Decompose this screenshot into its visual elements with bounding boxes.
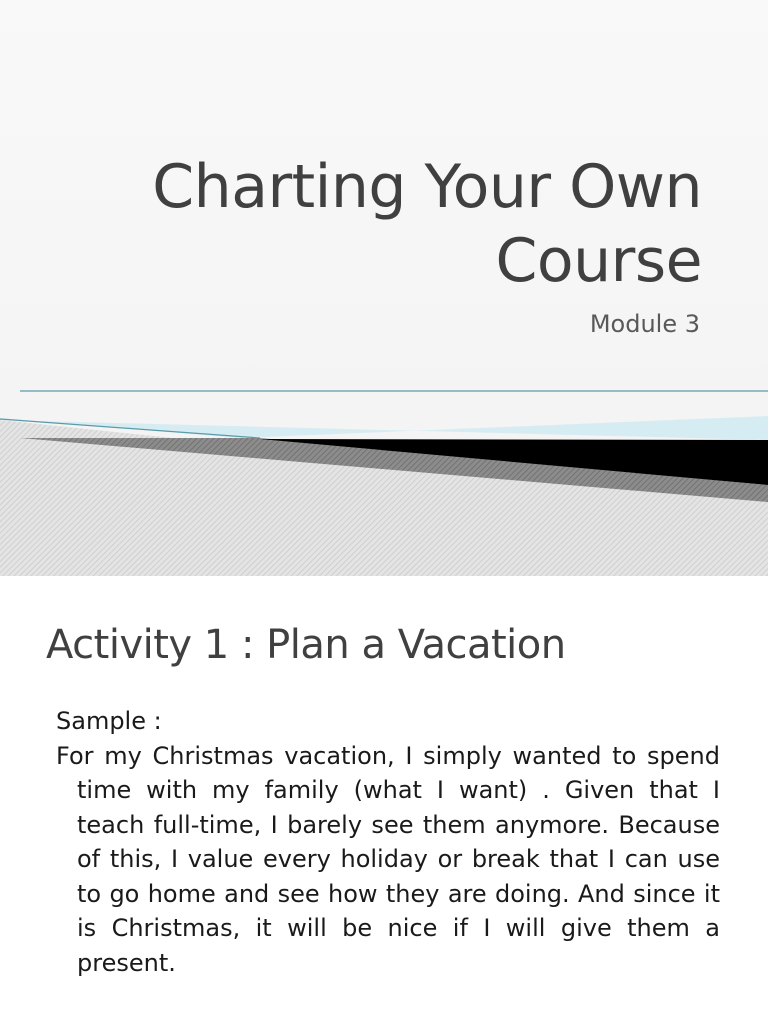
title-line-1: Charting Your Own (152, 152, 702, 222)
title-line-2: Course (495, 226, 702, 296)
activity-title: Activity 1 : Plan a Vacation (46, 622, 566, 668)
content-slide (0, 576, 768, 1024)
sample-label: Sample : (56, 707, 162, 735)
sample-paragraph: For my Christmas vacation, I simply wanted to spend time with my family (what I want) . Given that I teach full-time, I barely see them anymore. Because of this, I value every holiday or break that I can use to go home and see how they are doing. And since it is Christmas, it will be nice if I will give them a present. (56, 741, 720, 977)
decorative-banner (0, 380, 768, 576)
slide-title (42, 150, 702, 298)
body-text (56, 704, 720, 980)
slide-subtitle: Module 3 (589, 310, 700, 338)
